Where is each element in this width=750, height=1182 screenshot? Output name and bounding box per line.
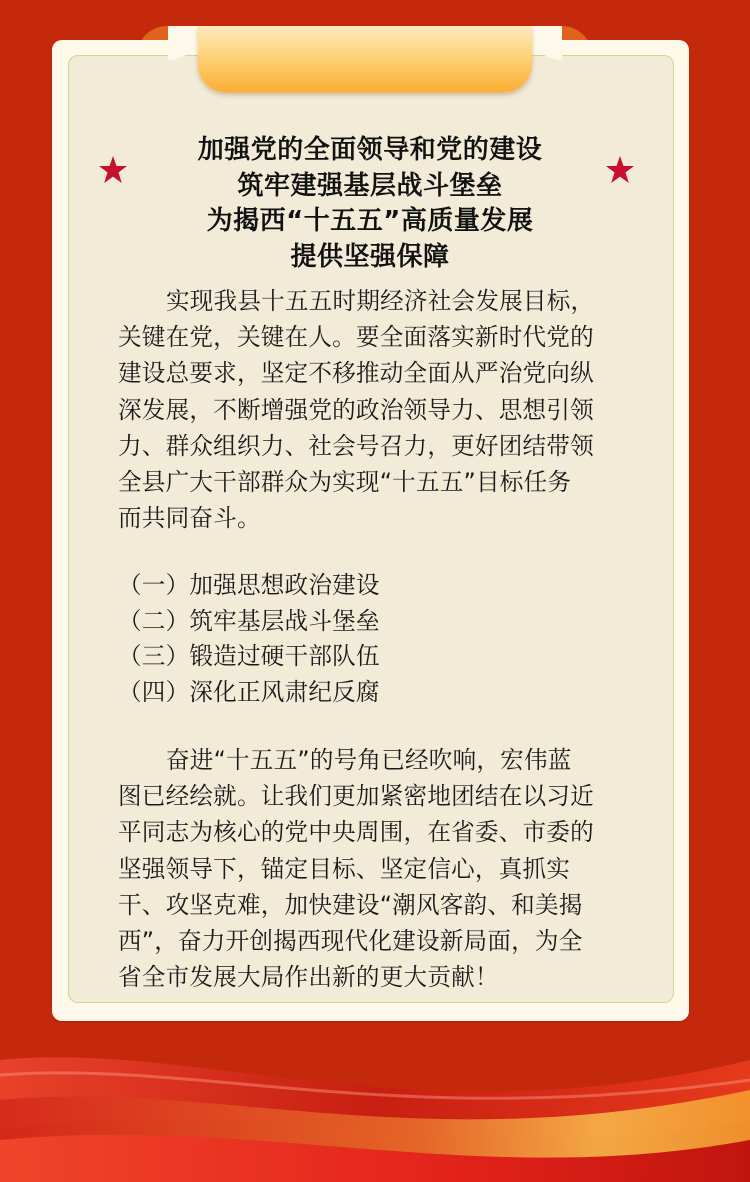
star-icon: [98, 155, 128, 185]
paragraph-line: 奋进“十五五”的号角已经吹响，宏伟蓝: [166, 746, 572, 774]
paragraph-line: 省全市发展大局作出新的更大贡献！: [118, 963, 499, 992]
task-item: （一）加强思想政治建设: [118, 571, 380, 599]
page-title: [130, 133, 610, 275]
paragraph-line: 西”，奋力开创揭西现代化建设新局面，为全: [118, 926, 583, 955]
paragraph-line: 干、攻坚克难，加快建设“潮风客韵、和美揭: [118, 890, 583, 919]
paragraph-line: 力、群众组织力、社会号召力，更好团结带领: [118, 431, 594, 460]
title-line: 筑牢建强基层战斗堡垒: [237, 170, 503, 201]
task-list: [118, 568, 622, 710]
task-item: （四）深化正风肃纪反腐: [118, 677, 380, 706]
closing-paragraph: [118, 742, 622, 995]
title-line: 为揭西“十五五”高质量发展: [206, 206, 534, 236]
task-item: （二）筑牢基层战斗堡垒: [118, 606, 380, 635]
intro-paragraph: [118, 283, 622, 536]
paragraph-line: 全县广大干部群众为实现“十五五”目标任务: [118, 467, 572, 496]
paragraph-line: 实现我县十五五时期经济社会发展目标，: [166, 287, 595, 315]
task-item: （三）锻造过硬干部队伍: [118, 642, 380, 670]
title-line: 提供坚强保障: [290, 241, 450, 272]
paragraph-line: 平同志为核心的党中央周围，在省委、市委的: [118, 818, 594, 847]
decorative-ribbon-waves: [0, 1020, 750, 1182]
header-ribbon-tab: [198, 26, 532, 92]
title-line: 加强党的全面领导和党的建设: [197, 135, 543, 165]
paragraph-line: 图已经绘就。让我们更加紧密地团结在以习近: [118, 782, 594, 811]
paragraph-line: 坚强领导下，锚定目标、坚定信心，真抓实: [118, 854, 571, 883]
paragraph-line: 深发展，不断增强党的政治领导力、思想引领: [118, 395, 594, 424]
paragraph-line: 而共同奋斗。: [118, 504, 261, 533]
paragraph-line: 关键在党，关键在人。要全面落实新时代党的: [118, 323, 594, 352]
paragraph-line: 建设总要求，坚定不移推动全面从严治党向纵: [118, 359, 594, 388]
